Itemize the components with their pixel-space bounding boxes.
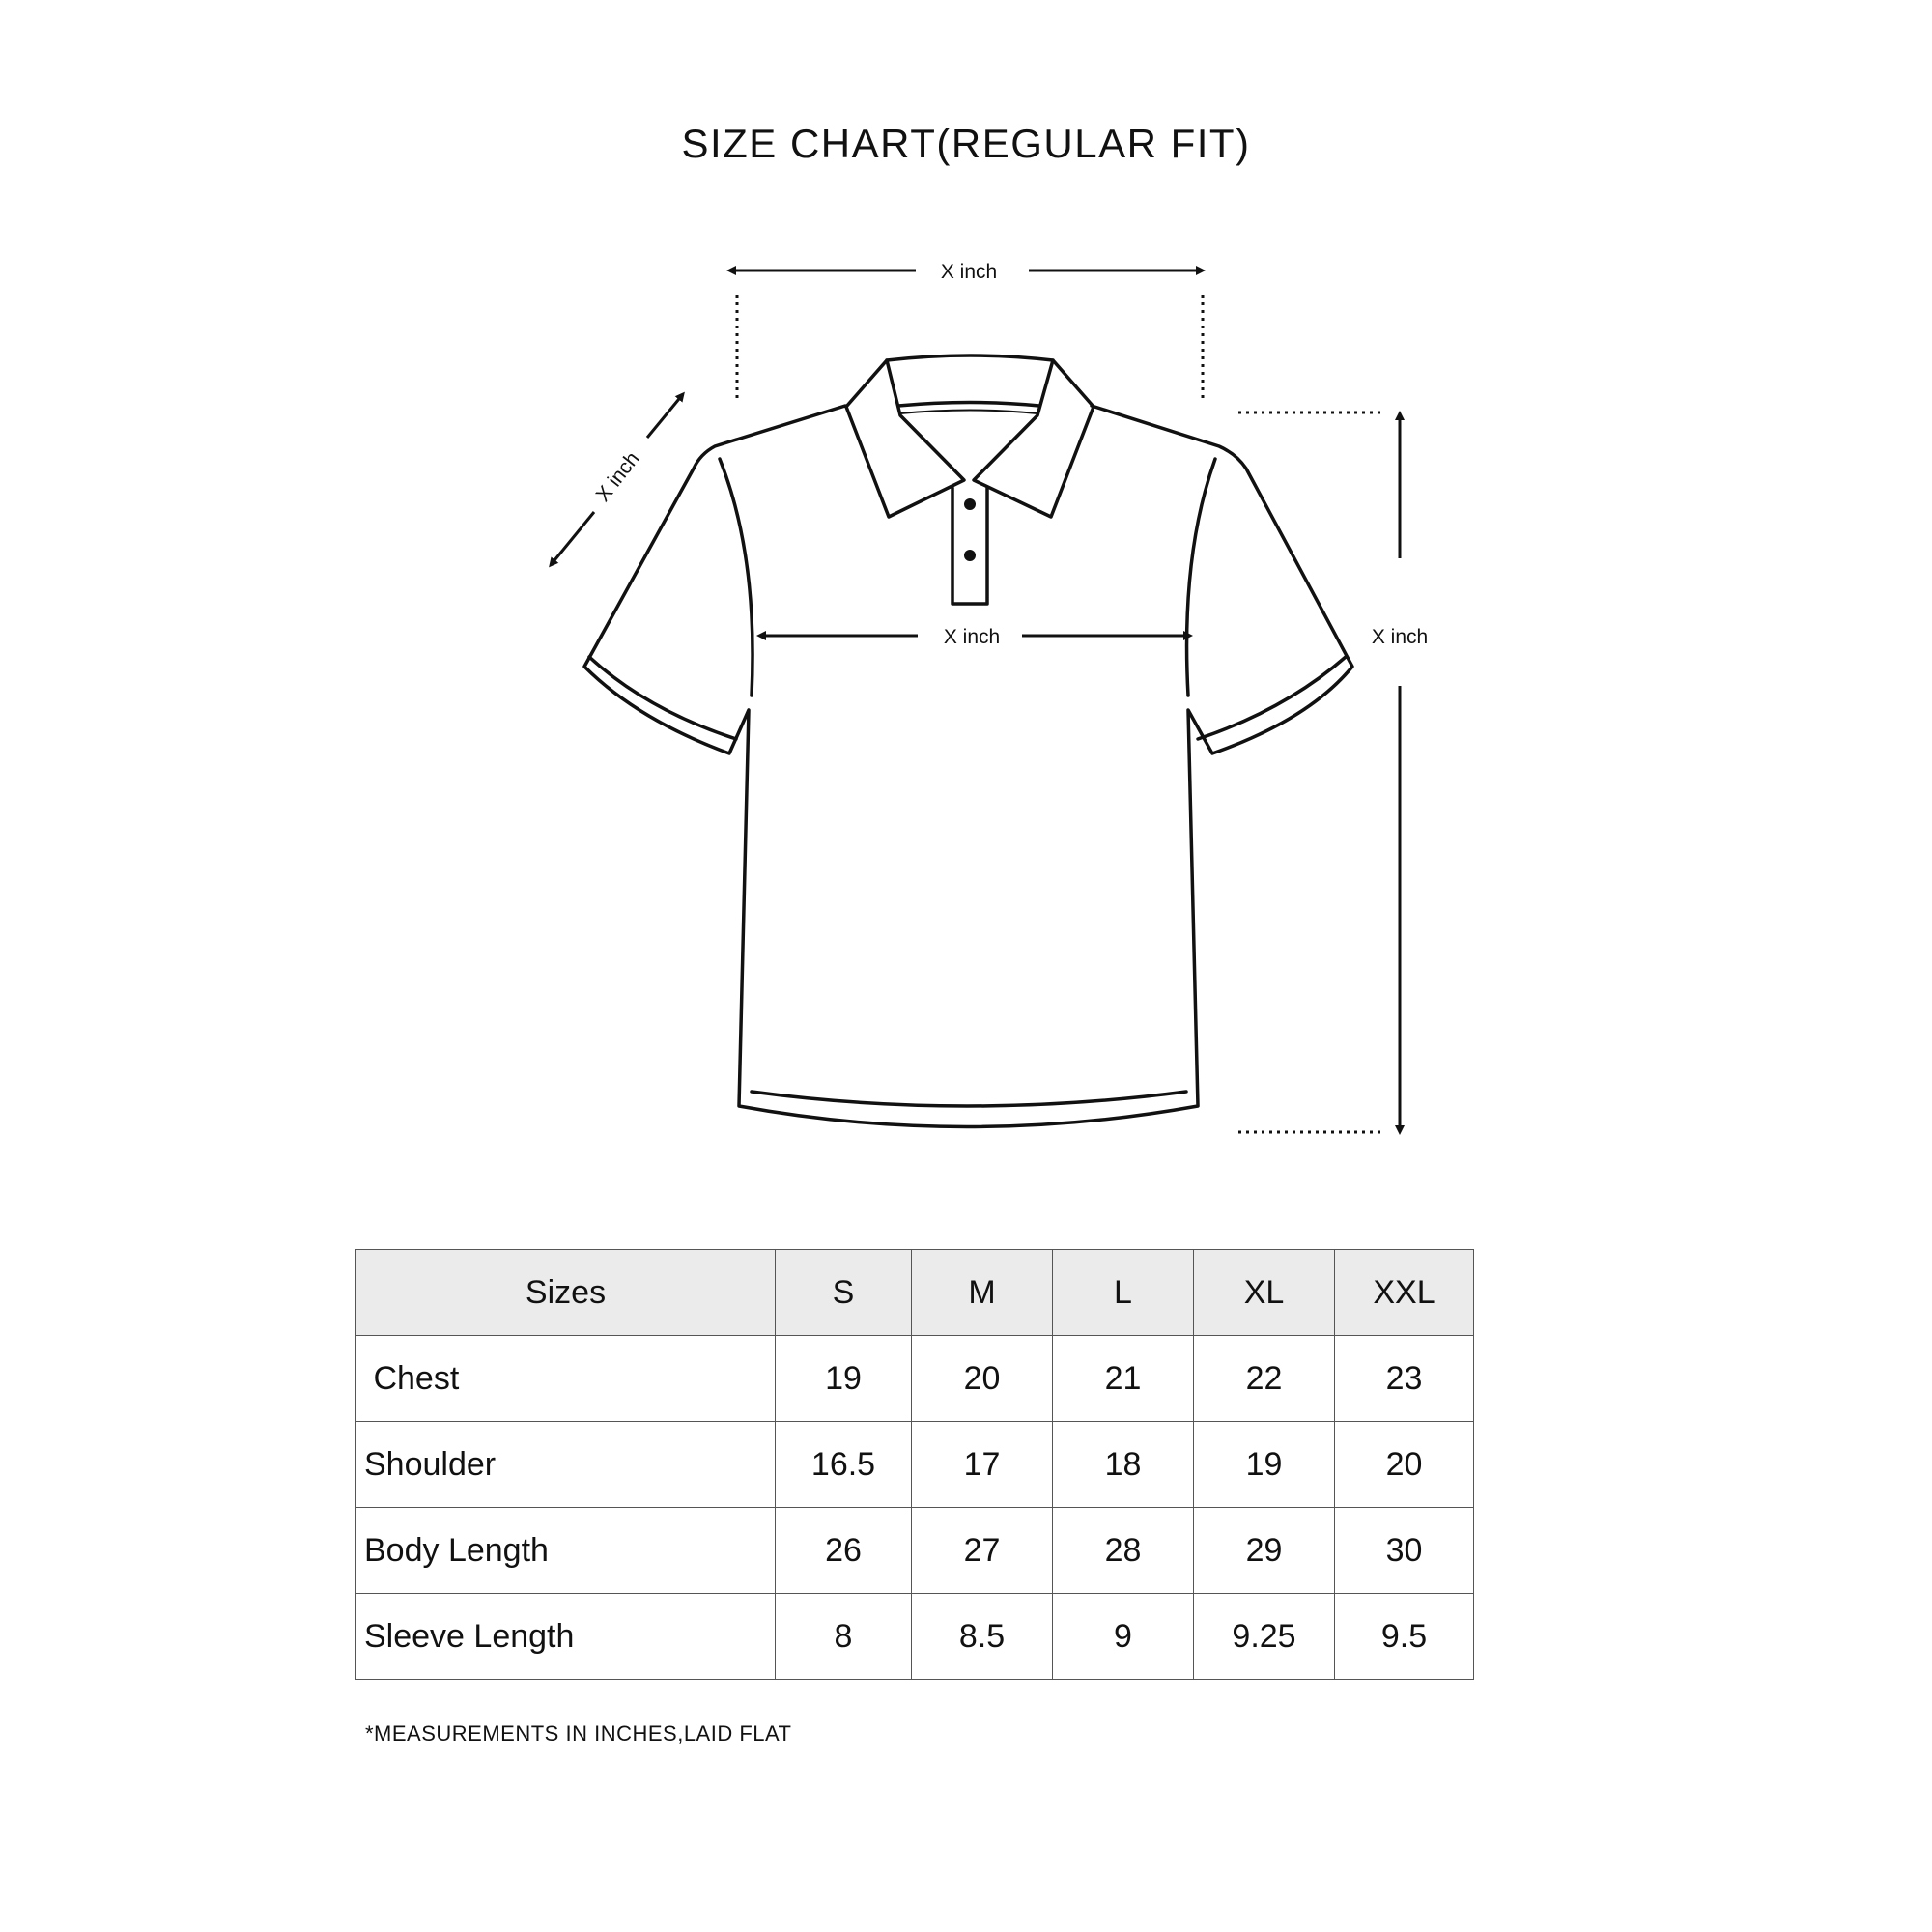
- table-row: [356, 1508, 1474, 1594]
- body-length-measure: [1238, 412, 1400, 1132]
- shirt-body-outline: [584, 406, 1352, 1127]
- table-cell: 9.5: [1335, 1594, 1474, 1680]
- row-label-chest: Chest: [356, 1336, 776, 1422]
- button-top: [964, 498, 976, 510]
- table-cell: 26: [776, 1508, 912, 1594]
- shirt-outline: [584, 355, 1352, 1127]
- table-row: [356, 1336, 1474, 1422]
- left-sleeve-hem: [589, 657, 736, 739]
- button-bottom: [964, 550, 976, 561]
- table-cell: 23: [1335, 1336, 1474, 1422]
- header-size-m: M: [912, 1250, 1053, 1336]
- right-side-seam: [1187, 459, 1215, 696]
- table-cell: 8.5: [912, 1594, 1053, 1680]
- header-size-s: S: [776, 1250, 912, 1336]
- table-cell: 20: [912, 1336, 1053, 1422]
- header-sizes: Sizes: [356, 1250, 776, 1336]
- table-cell: 17: [912, 1422, 1053, 1508]
- table-cell: 29: [1194, 1508, 1335, 1594]
- bottom-hem-stitch: [752, 1092, 1186, 1106]
- chest-label: X inch: [943, 626, 1001, 648]
- row-label-body-length: Body Length: [356, 1508, 776, 1594]
- table-cell: 9: [1053, 1594, 1194, 1680]
- table-header-row: [356, 1250, 1474, 1336]
- table-cell: 19: [1194, 1422, 1335, 1508]
- header-size-xl: XL: [1194, 1250, 1335, 1336]
- table-row: [356, 1422, 1474, 1508]
- sleeve-label: X inch: [591, 447, 644, 506]
- collar-back: [846, 355, 1094, 407]
- table-cell: 21: [1053, 1336, 1194, 1422]
- shoulder-label: X inch: [940, 261, 998, 283]
- table-cell: 30: [1335, 1508, 1474, 1594]
- collar-neckline: [898, 403, 1039, 407]
- table-row: [356, 1594, 1474, 1680]
- size-table: [355, 1249, 1474, 1680]
- left-side-seam: [720, 459, 753, 696]
- table-cell: 18: [1053, 1422, 1194, 1508]
- shoulder-measure: [729, 270, 1203, 401]
- collar-neckline-2: [900, 411, 1037, 414]
- left-collar-flap: [846, 360, 964, 517]
- body-length-label: X inch: [1371, 626, 1429, 648]
- page-title: SIZE CHART(REGULAR FIT): [681, 121, 1251, 166]
- row-label-shoulder: Shoulder: [356, 1422, 776, 1508]
- footnote: *MEASUREMENTS IN INCHES,LAID FLAT: [365, 1721, 792, 1746]
- table-cell: 8: [776, 1594, 912, 1680]
- table-cell: 28: [1053, 1508, 1194, 1594]
- table-cell: 27: [912, 1508, 1053, 1594]
- table-cell: 20: [1335, 1422, 1474, 1508]
- table-cell: 16.5: [776, 1422, 912, 1508]
- table-cell: 19: [776, 1336, 912, 1422]
- header-size-l: L: [1053, 1250, 1194, 1336]
- header-size-xxl: XXL: [1335, 1250, 1474, 1336]
- table-cell: 22: [1194, 1336, 1335, 1422]
- table-cell: 9.25: [1194, 1594, 1335, 1680]
- row-label-sleeve-length: Sleeve Length: [356, 1594, 776, 1680]
